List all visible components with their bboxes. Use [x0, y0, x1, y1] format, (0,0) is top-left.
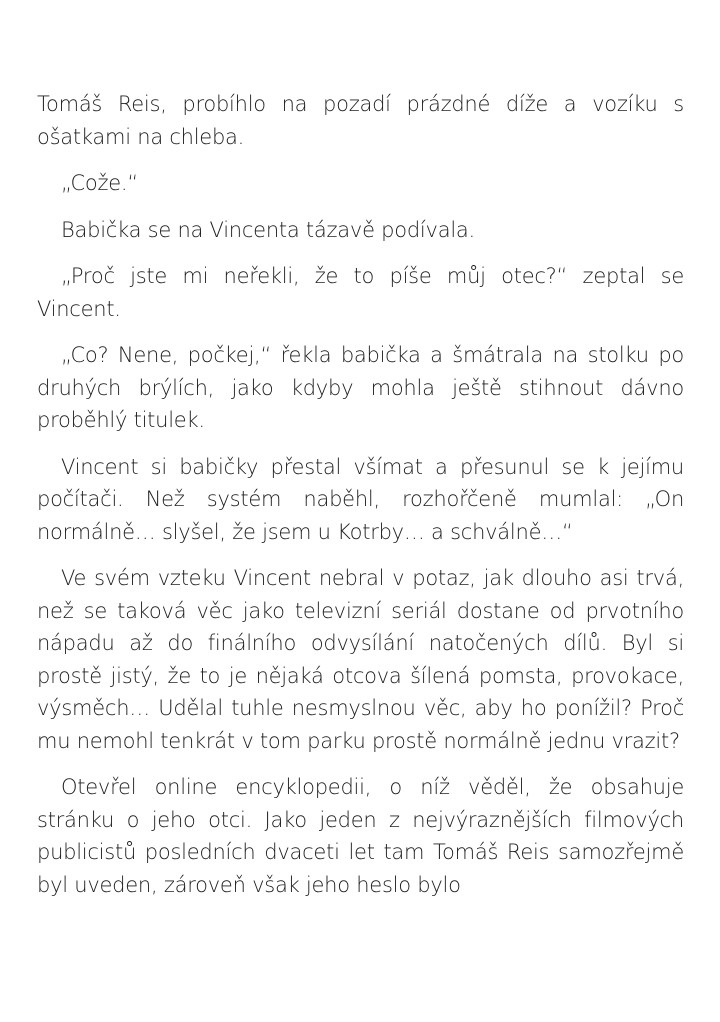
paragraph-4: „Proč jste mi neřekli, že to píše můj otec?“ zeptal se Vincent.	[37, 264, 684, 321]
paragraph-8: Otevřel online encyklopedii, o níž věděl, že obsahuje stránku o jeho otci. Jako jeden z nejvýraznějších filmových publicistů posledních dvaceti let tam Tomáš Reis samozřejmě byl uveden, zároveň však jeho heslo bylo	[37, 775, 684, 897]
paragraph-3: Babička se na Vincenta tázavě podívala.	[61, 217, 475, 242]
paragraph-6: Vincent si babičky přestal všímat a přesunul se k jejímu počítači. Než systém naběhl, rozhořčeně mumlal: „On normálně… slyšel, že jsem u Kotrby… a schválně…“	[37, 454, 684, 544]
paragraph-2: „Cože.“	[61, 171, 138, 195]
book-page	[37, 88, 684, 915]
paragraph-5: „Co? Nene, počkej,“ řekla babička a šmátrala na stolku po druhých brýlích, jako kdyby mohla ještě stihnout dávno proběhlý titulek.	[37, 343, 684, 432]
paragraph-7: Ve svém vzteku Vincent nebral v potaz, jak dlouho asi trvá, než se taková věc jako televizní seriál dostane od prvotního nápadu až do finálního odvysílání natočených dílů. Byl si prostě jistý, že to je nějaká otcova šílená pomsta, provokace, výsměch… Udělal tuhle nesmyslnou věc, aby ho ponížil? Proč mu nemohl tenkrát v tom parku prostě normálně jednu vrazit?	[37, 566, 684, 753]
paragraph-1: Tomáš Reis, probíhlo na pozadí prázdné díže a vozíku s ošatkami na chleba.	[37, 92, 684, 149]
